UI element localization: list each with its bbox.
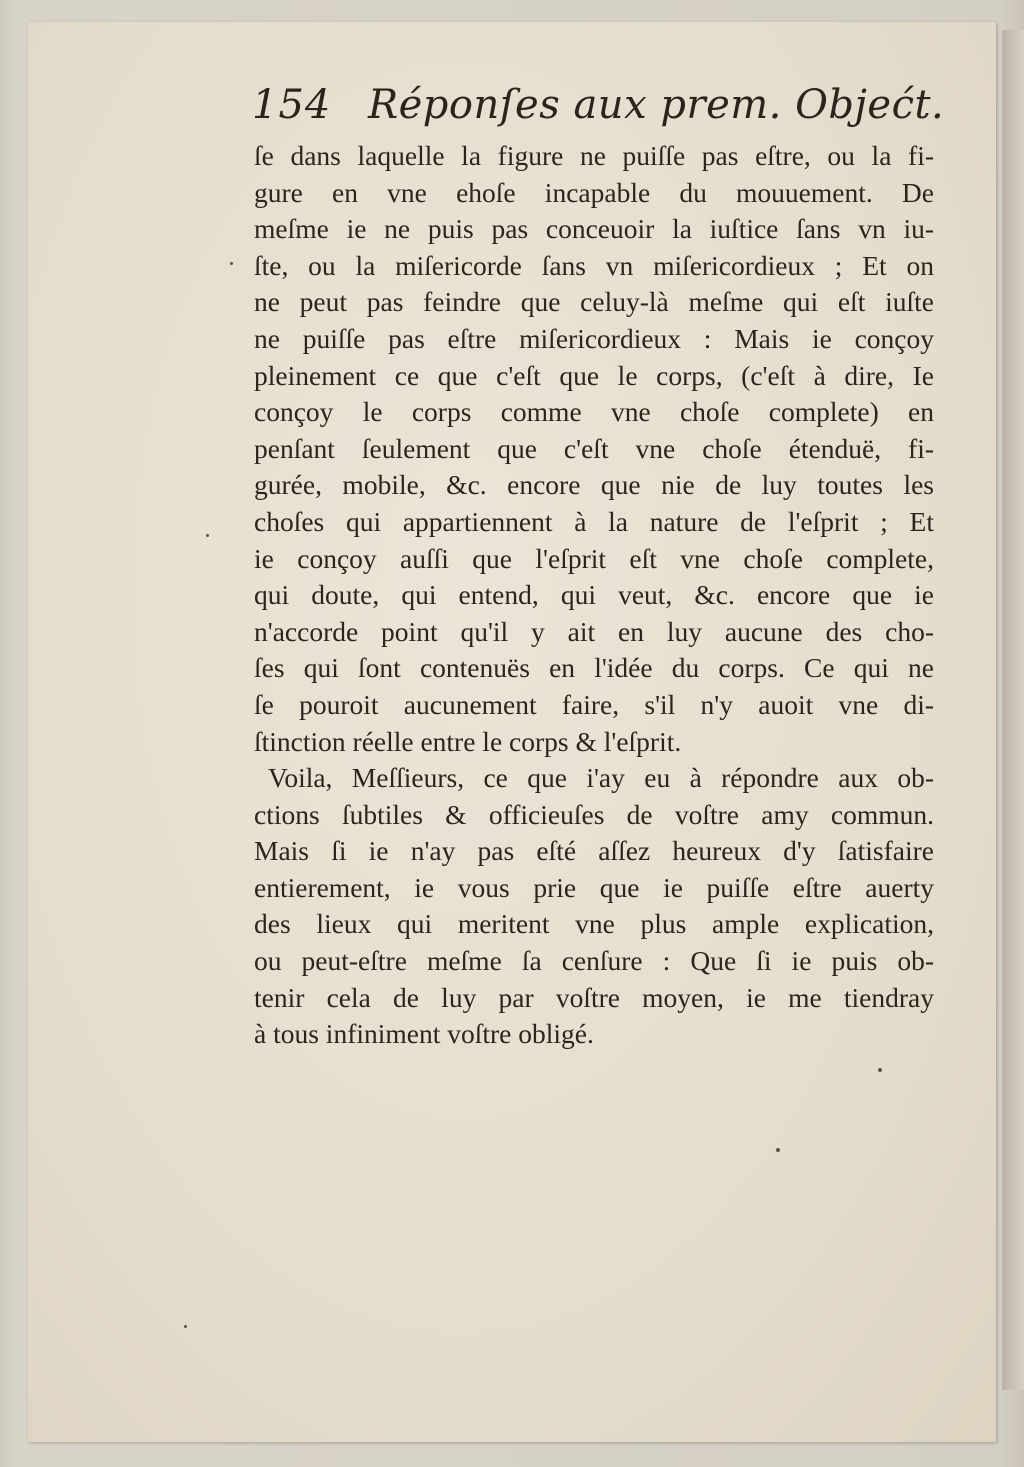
text-line: entierement, ie vous prie que ie puiſſe eſtre auerty	[254, 871, 934, 903]
page-number: 154	[252, 82, 332, 128]
body-text	[254, 138, 934, 1053]
text-line: ctions ſubtiles & officieuſes de voſtre amy commun.	[254, 798, 934, 830]
text-line: des lieux qui meritent vne plus ample explication,	[254, 908, 934, 940]
page-header	[252, 78, 945, 138]
text-line: gure en vne ehoſe incapable du mouuement. De	[254, 176, 934, 208]
paper-speck	[206, 534, 209, 537]
paper-speck	[776, 1148, 780, 1152]
text-line: Mais ſi ie n'ay pas eſté aſſez heureux d'y ſatisfaire	[254, 835, 934, 867]
facing-page-edge	[1002, 30, 1024, 1390]
text-line: à tous infiniment voſtre obligé.	[254, 1018, 594, 1050]
text-line: ou peut-eſtre meſme ſa cenſure : Que ſi ie puis ob-	[254, 945, 934, 977]
paper-speck	[878, 1068, 882, 1072]
text-line: conçoy le corps comme vne choſe complete) en	[254, 396, 934, 428]
running-head: Réponſes aux prem. Objećt.	[368, 82, 945, 128]
text-line: meſme ie ne puis pas conceuoir la iuſtice ſans vn iu-	[254, 213, 934, 245]
text-line: ne puiſſe pas eſtre miſericordieux : Mais ie conçoy	[254, 322, 934, 354]
text-line: ſes qui ſont contenuës en l'idée du corps. Ce qui ne	[254, 652, 934, 684]
text-line: ne peut pas feindre que celuy-là meſme qui eſt iuſte	[254, 286, 934, 318]
text-line: penſant ſeulement que c'eſt vne choſe étenduë, fi-	[254, 432, 934, 464]
text-line: qui doute, qui entend, qui veut, &c. encore que ie	[254, 579, 934, 611]
text-line: ſe dans laquelle la figure ne puiſſe pas eſtre, ou la fi-	[254, 140, 934, 171]
text-line: n'accorde point qu'il y ait en luy aucune des cho-	[254, 615, 934, 647]
paper-speck	[230, 262, 233, 265]
text-line: gurée, mobile, &c. encore que nie de luy toutes les	[254, 469, 934, 501]
text-line: Voila, Meſſieurs, ce que i'ay eu à répondre aux ob-	[268, 762, 934, 794]
paper-speck	[184, 1325, 187, 1328]
text-line: ſe pouroit aucunement faire, s'il n'y auoit vne di-	[254, 688, 934, 720]
text-line: ie conçoy auſſi que l'eſprit eſt vne choſe complete,	[254, 542, 934, 574]
text-line: pleinement ce que c'eſt que le corps, (c'eſt à dire, Ie	[254, 359, 934, 391]
text-line: tenir cela de luy par voſtre moyen, ie me tiendray	[254, 981, 934, 1013]
text-line: ſte, ou la miſericorde ſans vn miſericordieux ; Et on	[254, 249, 934, 281]
text-line: choſes qui appartiennent à la nature de l'eſprit ; Et	[254, 505, 934, 537]
text-line: ſtinction réelle entre le corps & l'eſprit.	[254, 725, 682, 757]
